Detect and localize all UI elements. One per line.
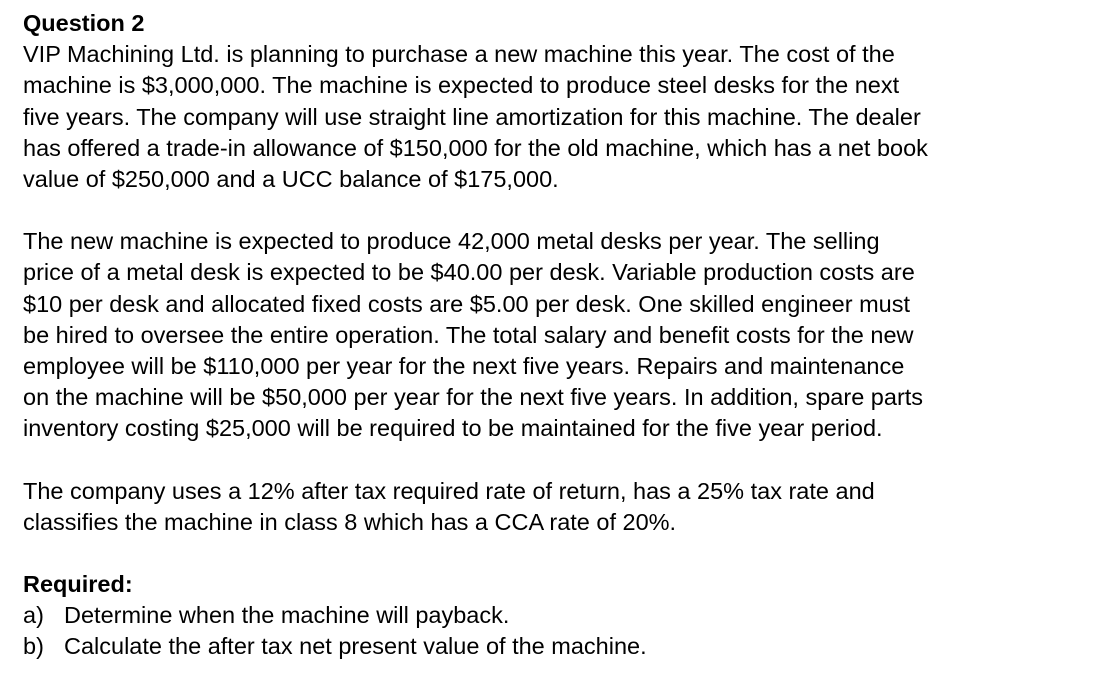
paragraph-machine-purchase bbox=[23, 39, 1093, 195]
text-line: price of a metal desk is expected to be $40.00 per desk. Variable production costs are bbox=[23, 259, 915, 286]
question-title: Question 2 bbox=[23, 10, 145, 36]
text-line: The company uses a 12% after tax required rate of return, has a 25% tax rate and bbox=[23, 477, 875, 504]
text-line: classifies the machine in class 8 which has a CCA rate of 20%. bbox=[23, 508, 677, 535]
text-line: five years. The company will use straight line amortization for this machine. The dealer bbox=[23, 103, 921, 130]
paragraph-spacer bbox=[23, 195, 1093, 226]
required-section bbox=[23, 569, 1093, 663]
paragraph-spacer bbox=[23, 445, 1093, 476]
text-line: on the machine will be $50,000 per year for the next five years. In addition, spare parts bbox=[23, 384, 924, 411]
required-item bbox=[23, 600, 1093, 631]
text-line: VIP Machining Ltd. is planning to purchase a new machine this year. The cost of the bbox=[23, 41, 895, 68]
text-line: $10 per desk and allocated fixed costs are $5.00 per desk. One skilled engineer must bbox=[23, 290, 910, 317]
required-item-label: b) bbox=[23, 633, 44, 660]
paragraph-tax-rates bbox=[23, 476, 1093, 538]
required-item-text: Calculate the after tax net present value of the machine. bbox=[64, 633, 647, 660]
required-item bbox=[23, 631, 1093, 662]
required-item-text: Determine when the machine will payback. bbox=[64, 602, 510, 629]
question-document bbox=[23, 8, 1093, 663]
text-line: has offered a trade-in allowance of $150,000 for the old machine, which has a net book bbox=[23, 134, 928, 161]
required-item-label: a) bbox=[23, 602, 44, 629]
paragraph-spacer bbox=[23, 538, 1093, 569]
text-line: be hired to oversee the entire operation. The total salary and benefit costs for the new bbox=[23, 321, 914, 348]
text-line: inventory costing $25,000 will be required to be maintained for the five year period. bbox=[23, 415, 883, 442]
text-line: The new machine is expected to produce 42,000 metal desks per year. The selling bbox=[23, 228, 880, 255]
paragraph-production-costs bbox=[23, 226, 1093, 444]
text-line: machine is $3,000,000. The machine is expected to produce steel desks for the next bbox=[23, 72, 900, 99]
required-list bbox=[23, 600, 1093, 662]
text-line: employee will be $110,000 per year for the next five years. Repairs and maintenance bbox=[23, 353, 905, 380]
required-heading: Required: bbox=[23, 571, 133, 598]
text-line: value of $250,000 and a UCC balance of $175,000. bbox=[23, 166, 559, 193]
